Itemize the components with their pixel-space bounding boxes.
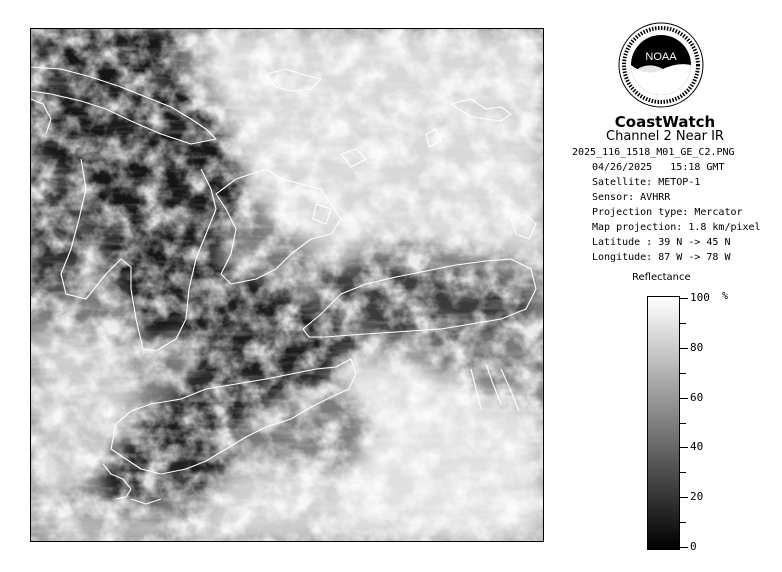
- app-title: CoastWatch: [614, 113, 716, 131]
- colorbar-tick: [680, 348, 688, 349]
- sensor-info: Sensor: AVHRR: [592, 192, 671, 203]
- colorbar-tick-label: 100: [690, 291, 710, 304]
- colorbar-tick: [680, 398, 688, 399]
- satellite-info: Satellite: METOP-1: [592, 177, 701, 188]
- colorbar-tick: [680, 447, 688, 448]
- channel-title: Channel 2 Near IR: [606, 129, 724, 144]
- colorbar-tick: [680, 298, 688, 299]
- projection-type-info: Projection type: Mercator: [592, 207, 743, 218]
- image-filename: 2025_116_1518_M01_GE_C2.PNG: [572, 147, 735, 158]
- colorbar-tick: [680, 323, 686, 324]
- colorbar-tick-label: 40: [690, 440, 704, 454]
- colorbar-tick-label: 20: [690, 490, 704, 504]
- noaa-logo: [618, 22, 704, 108]
- colorbar-label: Reflectance: [632, 272, 691, 283]
- colorbar-tick: [680, 373, 686, 374]
- colorbar-tick-label: 60: [690, 390, 704, 404]
- logo-text: NOAA: [645, 51, 677, 63]
- map-projection-info: Map projection: 1.8 km/pixel: [592, 222, 761, 233]
- longitude-info: Longitude: 87 W -> 78 W: [592, 252, 731, 263]
- satellite-image: [31, 29, 544, 542]
- acquisition-date: 04/26/2025: [592, 162, 653, 173]
- colorbar-tick: [680, 472, 686, 473]
- acquisition-datetime: [592, 161, 724, 175]
- acquisition-time: 15:18 GMT: [670, 162, 725, 173]
- colorbar-tick: [680, 497, 688, 498]
- colorbar-tick: [680, 522, 686, 523]
- cloud-streaks: [31, 29, 544, 542]
- colorbar-tick: [680, 547, 688, 548]
- colorbar-tick-label: 0: [690, 540, 697, 553]
- colorbar-tick: [680, 423, 686, 424]
- satellite-image-panel: [30, 28, 544, 542]
- reflectance-colorbar: [647, 296, 680, 550]
- colorbar-unit: %: [722, 291, 729, 302]
- colorbar-tick-label: 80: [690, 340, 704, 354]
- latitude-info: Latitude : 39 N -> 45 N: [592, 237, 731, 248]
